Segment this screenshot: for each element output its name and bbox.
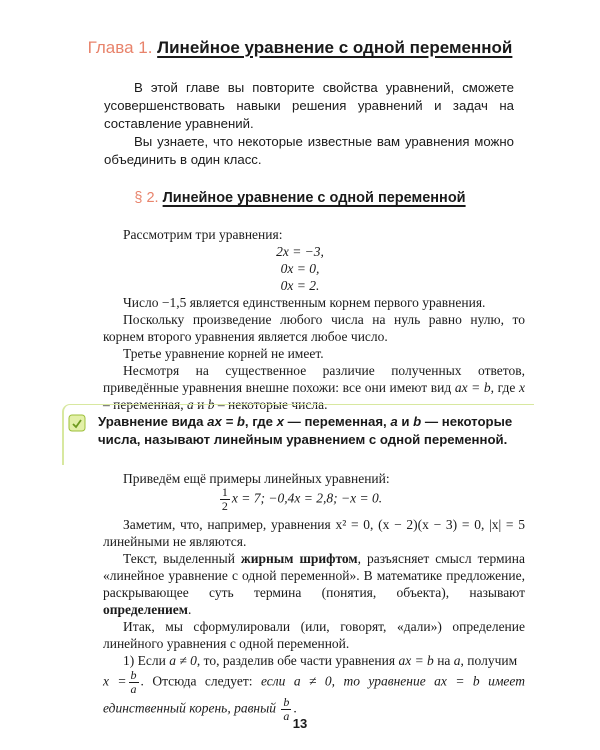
bold-font-phrase: жирным шрифтом [240, 551, 358, 566]
example-equations [0, 486, 600, 513]
third-paragraph: Третье уравнение корней не имеет. [123, 346, 324, 361]
main-text [103, 516, 525, 723]
fraction-b-over-a-result: $\frac{b}{a}$ [283, 695, 290, 723]
product-paragraph: Поскольку произведение любого числа на нуль равно нулю, то корнем второго уравнения является любое число. [103, 312, 525, 344]
definition-term: определением [103, 602, 188, 617]
chapter-title [0, 38, 600, 58]
equation-1: 2x = −3, [276, 244, 324, 259]
chapter-number: Глава 1. [87, 38, 153, 57]
definition-text: Уравнение вида ax = b, где x — переменная, a и b — некоторые числа, называют линейным уравнением с одной переменной. [98, 414, 513, 447]
bold-font-paragraph: Текст, выделенный жирным шрифтом, разъясняет смысл термина «линейное уравнение с одной переменной». В математике предложение, раскрывающее суть термина (понятия, объекта), называют определением. [103, 551, 525, 617]
equation-3: 0x = 2. [280, 278, 320, 293]
analysis-text [103, 294, 525, 413]
section-title [0, 190, 600, 206]
intro-paragraph-2: Вы узнаете, что некоторые известные вам уравнения можно объединить в один класс. [104, 134, 514, 167]
case-1-paragraph: 1) Если a ≠ 0, то, разделив обе части уравнения ax = b на a, получим [123, 653, 518, 668]
fraction-one-half: $\frac{1}{2}$ [221, 485, 228, 513]
intro-paragraph-1: В этой главе вы повторите свойства уравнений, сможете усовершенствовать навыки решения уравнений и задач на составление уравнений. [104, 80, 514, 131]
chapter-intro [104, 79, 514, 169]
definition-icon [68, 414, 86, 432]
fraction-b-over-a: $\frac{b}{a}$ [130, 668, 137, 696]
equation-2: 0x = 0, [280, 261, 320, 276]
conclusion-paragraph: x = $\frac{b}{a}$ . Отсюда следует: если a ≠ 0, то уравнение ax = b имеет единственный корень, равный $\frac{b}{a}$ . [103, 668, 525, 723]
chapter-title-text: Линейное уравнение с одной переменной [157, 38, 513, 57]
page-number: 13 [292, 716, 308, 731]
root-paragraph: Число −1,5 является единственным корнем первого уравнения. [123, 295, 486, 310]
consider-line: Рассмотрим три уравнения: [123, 227, 283, 242]
nonlinear-note: Заметим, что, например, уравнения x² = 0, (x − 2)(x − 3) = 0, |x| = 5 линейными не являются. [103, 517, 525, 549]
equation-list [0, 243, 600, 294]
formulated-paragraph: Итак, мы сформулировали (или, говорят, «дали») определение линейного уравнения с одной переменной. [103, 619, 525, 651]
examples-intro: Приведём ещё примеры линейных уравнений: [123, 471, 390, 486]
example-equations-tail: x = 7; −0,4x = 2,8; −x = 0. [231, 490, 383, 506]
section-title-text: Линейное уравнение с одной переменной [162, 190, 466, 206]
despite-paragraph: Несмотря на существенное различие полученных ответов, приведённые уравнения внешне похожи: все они имеют вид ax = b, где x – переменная, a и b – некоторые числа. [103, 363, 525, 412]
section-number: § 2. [134, 190, 159, 206]
